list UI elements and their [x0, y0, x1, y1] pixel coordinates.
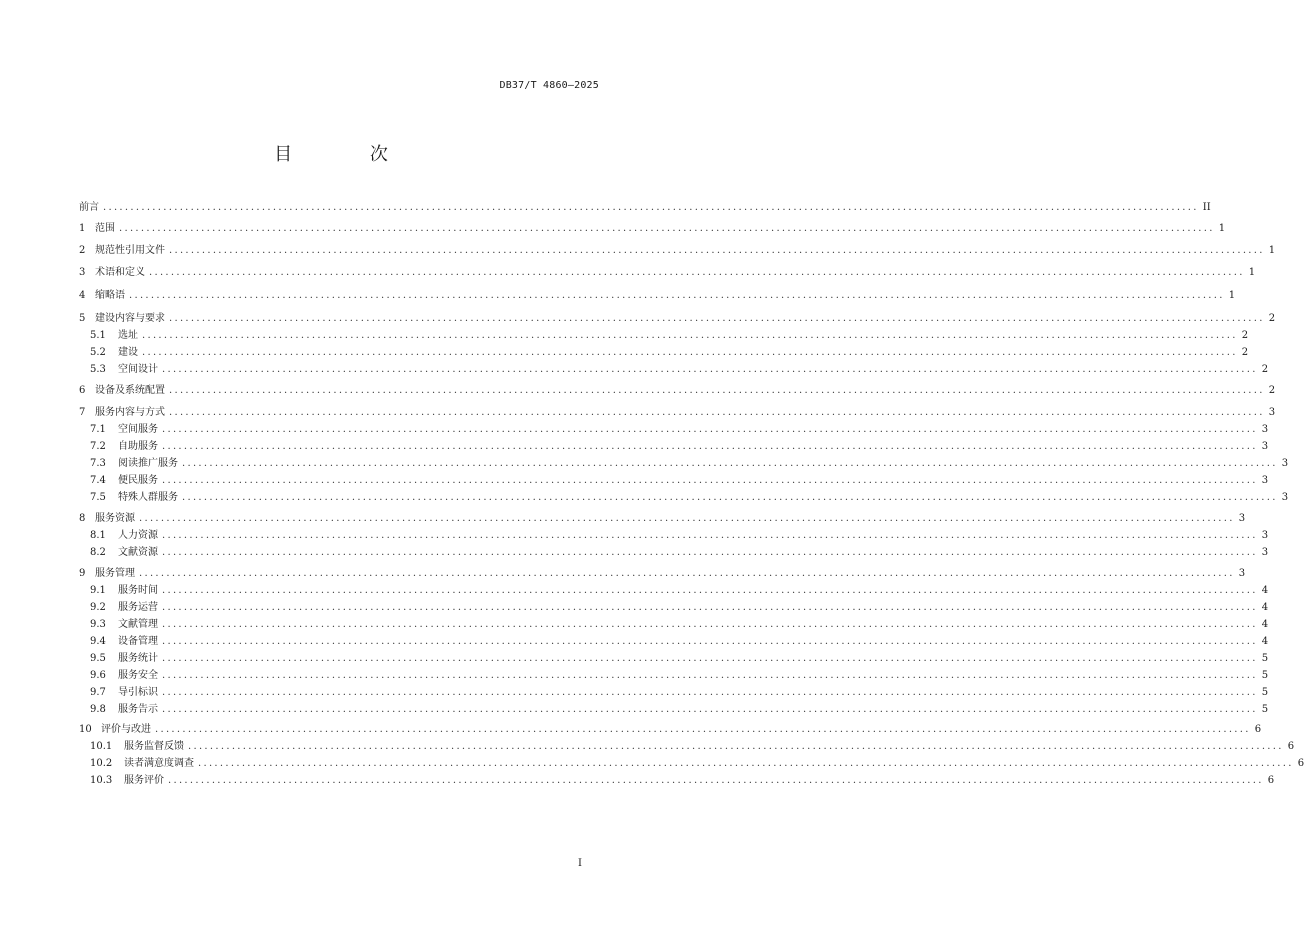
- toc-entry-label: 服务评价: [124, 775, 164, 786]
- toc-entry-label: 自助服务: [118, 441, 158, 452]
- toc-entry-label: 文献管理: [118, 619, 158, 630]
- toc-entry-title: [79, 722, 151, 738]
- toc-entry-title: [79, 528, 158, 544]
- toc-entry-page: 5: [1261, 670, 1269, 681]
- toc-entry-title: [79, 583, 158, 599]
- toc-entry-number: 7.1: [90, 424, 106, 435]
- toc-entry[interactable]: [79, 221, 1226, 237]
- toc-entry-page: 3: [1261, 424, 1269, 435]
- toc-entry[interactable]: [79, 362, 1269, 378]
- toc-entry-title: [79, 439, 158, 455]
- toc-leader-dots: ........................................................................................................................................................................................................: [139, 568, 1235, 579]
- page-number: I: [578, 858, 582, 869]
- toc-leader-dots: ........................................................................................................................................................................................................: [169, 245, 1265, 256]
- toc-entry[interactable]: [79, 739, 1295, 755]
- toc-entry-label: 术语和定义: [95, 267, 145, 278]
- toc-leader-dots: ........................................................................................................................................................................................................: [139, 513, 1235, 524]
- toc-entry-title: [79, 490, 178, 506]
- toc-entry-number: 4: [79, 290, 86, 301]
- toc-entry[interactable]: [79, 456, 1289, 472]
- toc-leader-dots: ........................................................................................................................................................................................................: [162, 424, 1258, 435]
- toc-entry-label: 设备及系统配置: [95, 385, 165, 396]
- toc-entry-number: 1: [79, 223, 86, 234]
- toc-entry[interactable]: [79, 345, 1249, 361]
- toc-leader-dots: ........................................................................................................................................................................................................: [162, 636, 1258, 647]
- page-title: 目 次: [274, 144, 424, 165]
- toc-leader-dots: ........................................................................................................................................................................................................: [155, 724, 1251, 735]
- toc-entry-page: 4: [1261, 602, 1269, 613]
- toc-entry-page: 2: [1241, 347, 1249, 358]
- toc-entry-label: 特殊人群服务: [118, 492, 178, 503]
- toc-entry-title: [79, 473, 158, 489]
- toc-leader-dots: ........................................................................................................................................................................................................: [103, 202, 1199, 213]
- toc-entry-label: 范围: [95, 223, 115, 234]
- toc-entry-number: 7.3: [90, 458, 106, 469]
- toc-entry-page: 1: [1268, 245, 1276, 256]
- toc-entry-page: 4: [1261, 619, 1269, 630]
- toc-leader-dots: ........................................................................................................................................................................................................: [162, 547, 1258, 558]
- toc-entry[interactable]: [79, 288, 1236, 304]
- toc-entry[interactable]: [79, 439, 1269, 455]
- toc-entry[interactable]: [79, 722, 1262, 738]
- toc-entry-number: 2: [79, 245, 86, 256]
- toc-entry-number: 5.2: [90, 347, 106, 358]
- toc-entry-page: 5: [1261, 653, 1269, 664]
- toc-leader-dots: ........................................................................................................................................................................................................: [162, 653, 1258, 664]
- toc-entry[interactable]: [79, 617, 1269, 633]
- toc-entry-number: 9.4: [90, 636, 106, 647]
- toc-entry[interactable]: [79, 668, 1269, 684]
- toc-entry[interactable]: [79, 702, 1269, 718]
- toc-entry-page: 6: [1297, 758, 1304, 769]
- toc-entry[interactable]: [79, 265, 1256, 281]
- toc-entry-label: 服务监督反馈: [124, 741, 184, 752]
- toc-entry-title: [79, 545, 158, 561]
- toc-entry-label: 人力资源: [118, 530, 158, 541]
- toc-entry-page: 1: [1228, 290, 1236, 301]
- toc-entry-number: 8: [79, 513, 86, 524]
- toc-entry-page: 3: [1268, 407, 1276, 418]
- toc-leader-dots: ........................................................................................................................................................................................................: [142, 330, 1238, 341]
- toc-entry[interactable]: [79, 583, 1269, 599]
- toc-entry-page: 4: [1261, 636, 1269, 647]
- toc-leader-dots: ........................................................................................................................................................................................................: [188, 741, 1284, 752]
- toc-entry-label: 阅读推广服务: [118, 458, 178, 469]
- toc-entry-title: [79, 651, 158, 667]
- toc-entry-label: 服务告示: [118, 704, 158, 715]
- toc-entry-title: [79, 243, 165, 259]
- toc-entry[interactable]: [79, 200, 1211, 216]
- toc-entry-page: 2: [1241, 330, 1249, 341]
- toc-entry-number: 8.2: [90, 547, 106, 558]
- toc-entry-number: 10: [79, 724, 92, 735]
- toc-entry-title: [79, 405, 165, 421]
- toc-entry-number: 7.4: [90, 475, 106, 486]
- toc-entry-label: 读者满意度调查: [124, 758, 194, 769]
- toc-entry-page: 3: [1281, 458, 1289, 469]
- toc-entry-title: [79, 422, 158, 438]
- toc-entry-number: 10.1: [90, 741, 113, 752]
- toc-entry[interactable]: [79, 600, 1269, 616]
- toc-entry[interactable]: [79, 756, 1304, 772]
- toc-entry-page: 2: [1268, 385, 1276, 396]
- toc-entry-page: 3: [1261, 530, 1269, 541]
- toc-entry[interactable]: [79, 490, 1289, 506]
- toc-entry[interactable]: [79, 311, 1276, 327]
- toc-entry-title: [79, 456, 178, 472]
- toc-entry-title: [79, 288, 125, 304]
- toc-entry-page: 1: [1248, 267, 1256, 278]
- toc-entry[interactable]: [79, 773, 1275, 789]
- toc-leader-dots: ........................................................................................................................................................................................................: [129, 290, 1225, 301]
- toc-entry-title: [79, 566, 135, 582]
- toc-entry-number: 7.2: [90, 441, 106, 452]
- toc-entry-page: 6: [1267, 775, 1275, 786]
- toc-entry-label: 建设内容与要求: [95, 313, 165, 324]
- toc-entry-page: 4: [1261, 585, 1269, 596]
- toc-entry-label: 选址: [118, 330, 138, 341]
- toc-entry-label: 服务时间: [118, 585, 158, 596]
- toc-entry-number: 8.1: [90, 530, 106, 541]
- toc-entry-label: 规范性引用文件: [95, 245, 165, 256]
- toc-entry-page: 3: [1238, 568, 1246, 579]
- toc-entry-page: 5: [1261, 704, 1269, 715]
- toc-leader-dots: ........................................................................................................................................................................................................: [182, 458, 1278, 469]
- toc-entry-label: 设备管理: [118, 636, 158, 647]
- toc-entry-title: [79, 345, 138, 361]
- toc-leader-dots: ........................................................................................................................................................................................................: [162, 585, 1258, 596]
- toc-entry-number: 10.3: [90, 775, 113, 786]
- toc-entry[interactable]: [79, 405, 1276, 421]
- toc-entry-number: 7.5: [90, 492, 106, 503]
- toc-entry[interactable]: [79, 473, 1269, 489]
- toc-entry[interactable]: [79, 422, 1269, 438]
- toc-entry-number: 9.8: [90, 704, 106, 715]
- toc-entry-label: 空间服务: [118, 424, 158, 435]
- toc-entry-label: 评价与改进: [101, 724, 151, 735]
- toc-entry[interactable]: [79, 328, 1249, 344]
- toc-entry-label: 空间设计: [118, 364, 158, 375]
- toc-leader-dots: ........................................................................................................................................................................................................: [162, 670, 1258, 681]
- toc-entry-title: [79, 383, 165, 399]
- toc-entry-title: [79, 756, 194, 772]
- toc-entry-page: 3: [1261, 475, 1269, 486]
- toc-entry-page: 3: [1281, 492, 1289, 503]
- toc-entry-number: 10.2: [90, 758, 113, 769]
- toc-entry[interactable]: [79, 383, 1276, 399]
- toc-entry-title: [79, 221, 115, 237]
- toc-entry-title: [79, 773, 164, 789]
- toc-leader-dots: ........................................................................................................................................................................................................: [162, 602, 1258, 613]
- toc-leader-dots: ........................................................................................................................................................................................................: [182, 492, 1278, 503]
- toc-entry[interactable]: [79, 511, 1246, 527]
- toc-entry-title: [79, 311, 165, 327]
- toc-leader-dots: ........................................................................................................................................................................................................: [198, 758, 1294, 769]
- toc-leader-dots: ........................................................................................................................................................................................................: [119, 223, 1215, 234]
- toc-entry-number: 6: [79, 385, 86, 396]
- toc-entry[interactable]: [79, 545, 1269, 561]
- toc-entry-page: 6: [1254, 724, 1262, 735]
- toc-entry-label: 文献资源: [118, 547, 158, 558]
- toc-leader-dots: ........................................................................................................................................................................................................: [162, 441, 1258, 452]
- toc-entry-label: 服务资源: [95, 513, 135, 524]
- toc-entry-page: 3: [1261, 547, 1269, 558]
- toc-leader-dots: ........................................................................................................................................................................................................: [162, 619, 1258, 630]
- toc-entry-page: 1: [1218, 223, 1226, 234]
- toc-entry-label: 导引标识: [118, 687, 158, 698]
- toc-leader-dots: ........................................................................................................................................................................................................: [169, 385, 1265, 396]
- toc-entry-number: 9.6: [90, 670, 106, 681]
- toc-leader-dots: ........................................................................................................................................................................................................: [168, 775, 1264, 786]
- toc-leader-dots: ........................................................................................................................................................................................................: [169, 407, 1265, 418]
- toc-entry-label: 建设: [118, 347, 138, 358]
- toc-entry[interactable]: [79, 651, 1269, 667]
- toc-entry-label: 服务管理: [95, 568, 135, 579]
- toc-entry-page: 2: [1268, 313, 1276, 324]
- toc-entry-page: 2: [1261, 364, 1269, 375]
- toc-entry[interactable]: [79, 566, 1246, 582]
- toc-entry[interactable]: [79, 634, 1269, 650]
- toc-leader-dots: ........................................................................................................................................................................................................: [162, 530, 1258, 541]
- toc-entry-label: 前言: [79, 202, 99, 213]
- toc-leader-dots: ........................................................................................................................................................................................................: [162, 475, 1258, 486]
- toc-entry-number: 5.1: [90, 330, 106, 341]
- toc-entry-page: 3: [1261, 441, 1269, 452]
- toc-entry-label: 便民服务: [118, 475, 158, 486]
- toc-entry-label: 服务安全: [118, 670, 158, 681]
- toc-entry-page: 6: [1287, 741, 1295, 752]
- toc-entry-number: 9: [79, 568, 86, 579]
- toc-entry-label: 服务内容与方式: [95, 407, 165, 418]
- toc-entry-label: 缩略语: [95, 290, 125, 301]
- toc-entry-title: [79, 668, 158, 684]
- toc-entry-number: 3: [79, 267, 86, 278]
- toc-entry-title: [79, 685, 158, 701]
- toc-entry-number: 9.2: [90, 602, 106, 613]
- toc-entry-number: 5.3: [90, 364, 106, 375]
- toc-entry[interactable]: [79, 243, 1276, 259]
- toc-entry-page: II: [1202, 202, 1211, 213]
- toc-leader-dots: ........................................................................................................................................................................................................: [162, 364, 1258, 375]
- toc-entry-label: 服务统计: [118, 653, 158, 664]
- document-code: DB37/T 4860—2025: [499, 80, 599, 91]
- toc-entry-number: 9.3: [90, 619, 106, 630]
- toc-entry-page: 5: [1261, 687, 1269, 698]
- toc-entry-number: 9.7: [90, 687, 106, 698]
- toc-entry-number: 7: [79, 407, 86, 418]
- toc-entry-label: 服务运营: [118, 602, 158, 613]
- toc-entry-title: [79, 739, 184, 755]
- toc-entry-title: [79, 328, 138, 344]
- toc-leader-dots: ........................................................................................................................................................................................................: [169, 313, 1265, 324]
- toc-leader-dots: ........................................................................................................................................................................................................: [162, 687, 1258, 698]
- toc-leader-dots: ........................................................................................................................................................................................................: [142, 347, 1238, 358]
- toc-entry-number: 9.1: [90, 585, 106, 596]
- toc-entry-title: [79, 200, 99, 216]
- toc-entry-title: [79, 617, 158, 633]
- toc-entry[interactable]: [79, 528, 1269, 544]
- toc-entry-title: [79, 265, 145, 281]
- toc-entry-title: [79, 600, 158, 616]
- toc-entry-number: 5: [79, 313, 86, 324]
- toc-leader-dots: ........................................................................................................................................................................................................: [149, 267, 1245, 278]
- toc-entry-title: [79, 634, 158, 650]
- toc-leader-dots: ........................................................................................................................................................................................................: [162, 704, 1258, 715]
- toc-entry-number: 9.5: [90, 653, 106, 664]
- toc-entry-title: [79, 511, 135, 527]
- toc-entry-page: 3: [1238, 513, 1246, 524]
- toc-entry-title: [79, 362, 158, 378]
- toc-entry[interactable]: [79, 685, 1269, 701]
- toc-entry-title: [79, 702, 158, 718]
